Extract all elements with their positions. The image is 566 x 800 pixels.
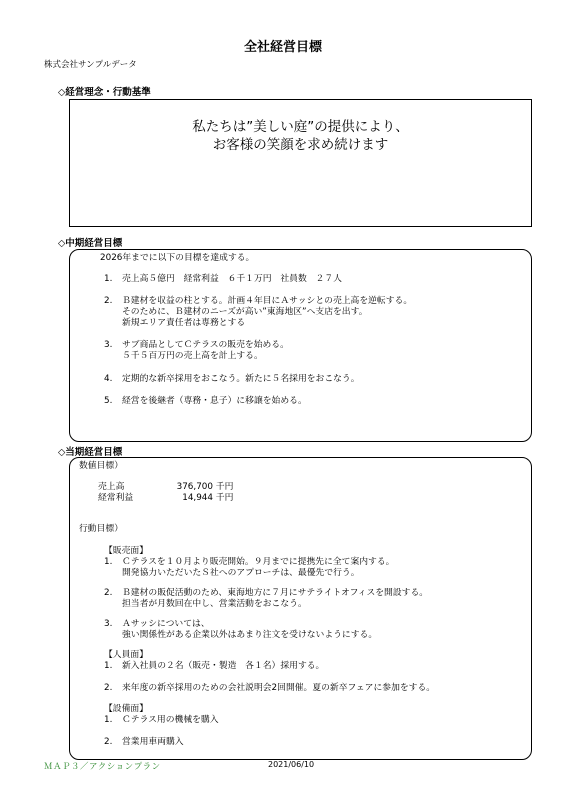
midterm-item-3 [104, 340, 289, 362]
midterm-intro: 2026年までに以下の目標を達成する。 [100, 253, 255, 263]
page-title: 全社経営目標 [243, 40, 322, 55]
numeric-target-label: 数値目標） [79, 461, 123, 471]
philosophy-heading: ◇経営理念・行動基準 [58, 87, 151, 98]
item-text: 売上高５億円 経常利益 ６千１万円 社員数 ２７人 [122, 274, 342, 284]
item-number: 1. [104, 274, 113, 284]
equipment-item-2 [104, 737, 184, 748]
item-text: 開発協力いただいたＳ社へのアプローチは、最優先で行う。 [122, 568, 360, 578]
item-text: 経営を後継者（専務・息子）に移譲を始める。 [122, 396, 307, 406]
item-text: サブ商品としてＣテラスの販売を始める。 [122, 340, 289, 350]
numeric-label: 経常利益 [98, 493, 134, 503]
item-number: 2. [104, 588, 113, 598]
item-text: 営業用車両購入 [122, 737, 184, 747]
motto-line-2: お客様の笑顔を求め続けます [212, 137, 389, 153]
item-number: 1. [104, 661, 113, 671]
sales-heading: 【販売面】 [104, 546, 148, 556]
item-number: 4. [104, 374, 113, 384]
item-number: 5. [104, 396, 113, 406]
numeric-value: 14,944 [182, 493, 213, 503]
item-text: そのために、Ｂ建材のニーズが高い”東海地区”へ支店を出す。 [122, 307, 368, 317]
item-text: ５千５百万円の売上高を計上する。 [122, 351, 263, 361]
item-text: 来年度の新卒採用のための会社説明会2回開催。夏の新卒フェアに参加をする。 [122, 683, 436, 693]
item-number: 3. [104, 340, 113, 350]
midterm-heading: ◇中期経営目標 [58, 238, 123, 249]
numeric-value: 376,700 [176, 482, 213, 492]
item-number: 3. [104, 619, 113, 629]
midterm-item-2 [104, 296, 412, 329]
item-text: 新入社員の２名（販売・製造 各１名）採用する。 [122, 661, 325, 671]
company-name: 株式会社サンプルデータ [44, 60, 137, 70]
sales-item-3 [104, 619, 377, 641]
item-number: 2. [104, 737, 113, 747]
item-text: Ｃテラスを１０月より販売開始。９月までに提携先に全て案内する。 [122, 557, 395, 567]
item-text: 強い関係性がある企業以外はあまり注文を受けないようにする。 [122, 630, 378, 640]
philosophy-motto [69, 118, 532, 154]
midterm-item-4 [104, 374, 360, 385]
people-heading: 【人員面】 [104, 650, 148, 660]
midterm-item-5 [104, 396, 307, 407]
midterm-item-1 [104, 274, 342, 285]
item-text: 新規エリア責任者は専務とする [122, 318, 246, 328]
action-target-label: 行動目標） [79, 524, 123, 534]
numeric-label: 売上高 [98, 482, 125, 492]
equipment-item-1 [104, 715, 219, 726]
current-heading: ◇当期経営目標 [58, 447, 123, 458]
equipment-heading: 【設備面】 [104, 704, 148, 714]
item-text: Ｂ建材の販促活動のため、東海地方に７月にサテライトオフィスを開設する。 [122, 588, 429, 598]
item-number: 1. [104, 715, 113, 725]
sales-item-2 [104, 588, 428, 610]
footer-label: ＭＡＰ３／アクションプラン [44, 762, 161, 772]
item-text: 定期的な新卒採用をおこなう。新たに５名採用をおこなう。 [122, 374, 360, 384]
numeric-unit: 千円 [215, 482, 234, 492]
item-text: Ｃテラス用の機械を購入 [122, 715, 219, 725]
item-text: Ｂ建材を収益の柱とする。計画４年目にＡサッシとの売上高を逆転する。 [122, 296, 413, 306]
numeric-unit: 千円 [215, 493, 234, 503]
item-text: Ａサッシについては、 [122, 619, 210, 629]
footer-date: 2021/06/10 [268, 760, 315, 769]
item-number: 2. [104, 683, 113, 693]
item-number: 1. [104, 557, 113, 567]
people-item-2 [104, 683, 435, 694]
sales-item-1 [104, 557, 394, 579]
numeric-row-sales [98, 482, 248, 493]
motto-line-1: 私たちは”美しい庭”の提供により、 [192, 119, 409, 135]
people-item-1 [104, 661, 324, 672]
item-number: 2. [104, 296, 113, 306]
numeric-row-profit [98, 493, 248, 504]
item-text: 担当者が月数回在中し、営業活動をおこなう。 [122, 599, 307, 609]
